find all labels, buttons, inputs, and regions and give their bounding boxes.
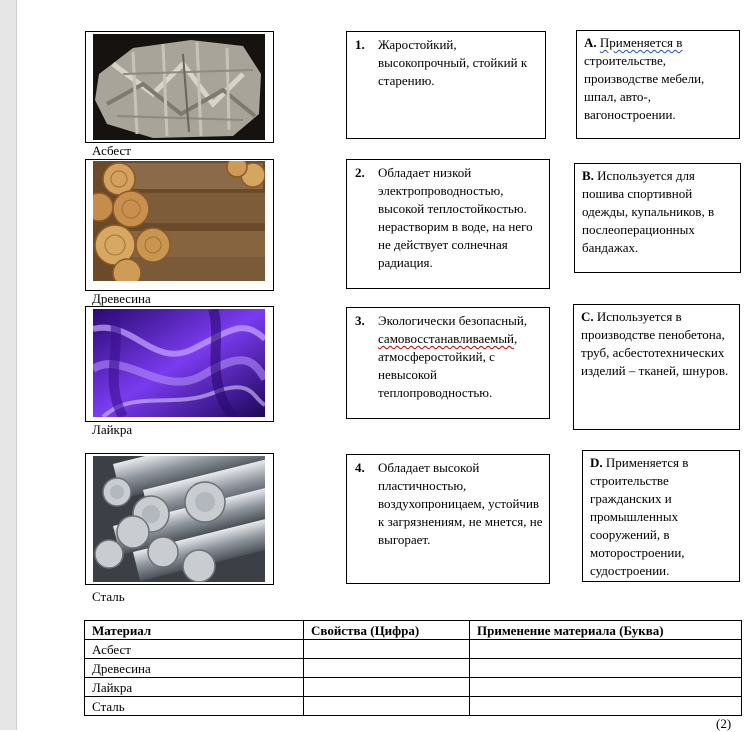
application-letter: A.: [584, 35, 597, 50]
material-cell: Сталь: [85, 697, 304, 716]
properties-answer-cell[interactable]: [304, 640, 470, 659]
material-caption: Сталь: [92, 589, 125, 604]
application-answer-cell[interactable]: [470, 697, 742, 716]
properties-answer-cell[interactable]: [304, 697, 470, 716]
lycra-photo: [93, 309, 265, 417]
property-text-part: Экологически безопасный,: [378, 313, 528, 328]
property-box-4: [346, 454, 550, 584]
application-box-d: [582, 450, 740, 582]
lycra-image-frame: [85, 306, 274, 422]
material-caption: Асбест: [92, 143, 131, 158]
table-row: [85, 659, 742, 678]
properties-answer-cell[interactable]: [304, 678, 470, 697]
wood-photo: [93, 161, 265, 281]
steel-graphic: [93, 456, 265, 582]
application-letter: C.: [581, 309, 594, 324]
application-text: [581, 308, 735, 380]
header-material: Материал: [85, 621, 304, 640]
application-text-rest: Применяется в строительстве гражданских и промышленных сооружений, в моторостроении, судостроении.: [590, 455, 689, 578]
property-text: Обладает высокой пластичностью, воздухопроницаем, устойчив к загрязнениям, не мнется, не выгорает.: [378, 460, 543, 547]
asbestos-photo: [93, 34, 265, 140]
page-margin: [0, 0, 17, 730]
property-box-2: [346, 159, 550, 289]
spellcheck-word: самовосстанавливаемый: [378, 331, 515, 346]
spellcheck-phrase: Применяется в: [599, 35, 683, 50]
material-cell: Лайкра: [85, 678, 304, 697]
property-number: 1.: [355, 37, 365, 52]
material-cell: Асбест: [85, 640, 304, 659]
application-answer-cell[interactable]: [470, 678, 742, 697]
header-application: Применение материала (Буква): [470, 621, 742, 640]
application-box-c: [573, 304, 740, 430]
answer-table-header-row: [85, 621, 742, 640]
header-properties: Свойства (Цифра): [304, 621, 470, 640]
application-letter: D.: [590, 455, 603, 470]
application-letter: B.: [582, 168, 594, 183]
property-text: [378, 312, 543, 402]
table-row: [85, 697, 742, 716]
material-caption: Древесина: [92, 291, 151, 306]
steel-photo: [93, 456, 265, 582]
asbestos-image-frame: [85, 31, 274, 143]
property-number: 2.: [355, 165, 365, 180]
application-answer-cell[interactable]: [470, 659, 742, 678]
property-number: 4.: [355, 460, 365, 475]
score-label: (2): [716, 716, 732, 731]
property-box-3: [346, 307, 550, 419]
property-text-part: , атмосферостойкий, с невысокой теплопроводностью.: [378, 331, 518, 400]
properties-answer-cell[interactable]: [304, 659, 470, 678]
application-text: [590, 454, 735, 580]
property-text: Обладает низкой электропроводностью, высокой теплостойкостью. нерастворим в воде, на него не действует солнечная радиация.: [378, 165, 533, 270]
application-text-rest: Используется для пошива спортивной одежды, купальников, в послеоперационных бандажах.: [582, 168, 715, 255]
application-box-b: [574, 163, 741, 273]
steel-image-frame: [85, 453, 274, 585]
property-number: 3.: [355, 313, 365, 328]
application-text: [582, 167, 736, 257]
table-row: [85, 678, 742, 697]
answer-table: [84, 620, 742, 716]
asbestos-graphic: [93, 34, 265, 140]
material-caption: Лайкра: [92, 422, 133, 437]
property-box-1: [346, 31, 546, 139]
application-text-rest: строительстве, производстве мебели, шпал, авто-, вагоностроении.: [584, 53, 705, 122]
wood-image-frame: [85, 159, 274, 291]
application-box-a: [576, 30, 740, 139]
wood-graphic: [93, 161, 265, 281]
lycra-graphic: [93, 309, 265, 417]
property-text: Жаростойкий, высокопрочный, стойкий к старению.: [378, 37, 528, 88]
material-cell: Древесина: [85, 659, 304, 678]
application-answer-cell[interactable]: [470, 640, 742, 659]
application-text: [584, 34, 735, 124]
table-row: [85, 640, 742, 659]
application-text-rest: Используется в производстве пенобетона, труб, асбестотехнических изделий – тканей, шнуров.: [581, 309, 729, 378]
